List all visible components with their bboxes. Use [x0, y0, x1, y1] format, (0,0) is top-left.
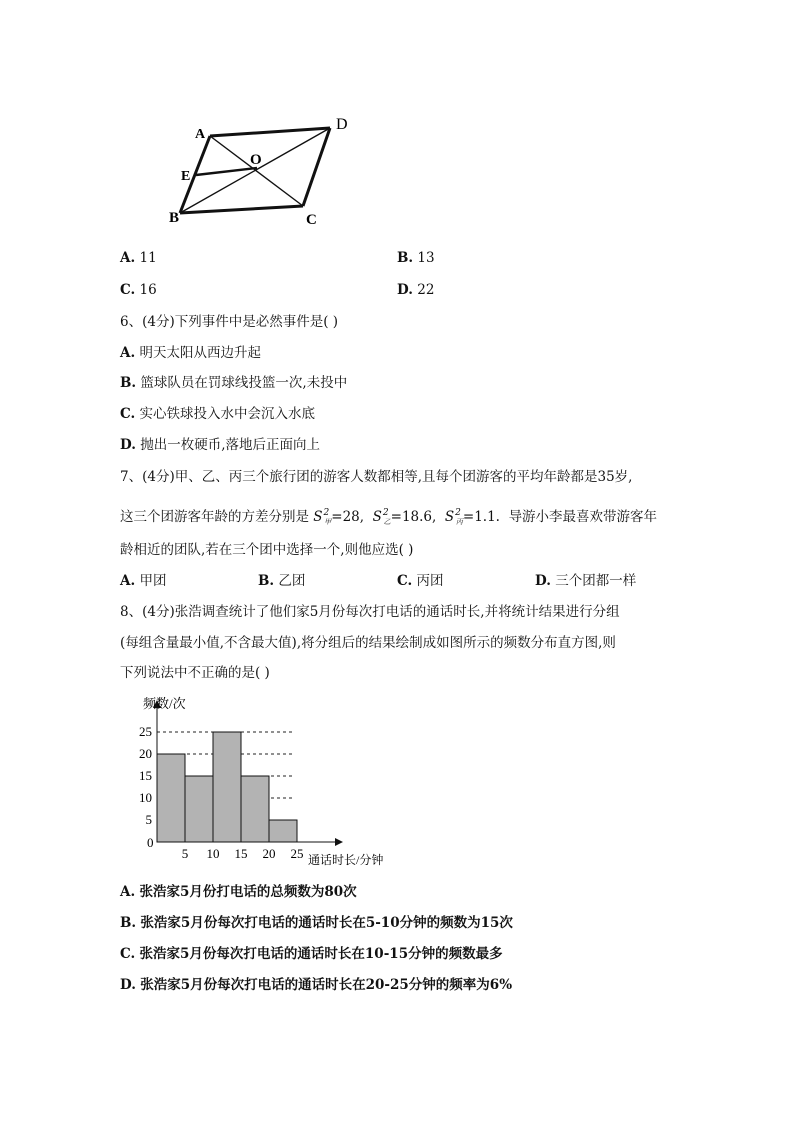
- bar-5-10: [185, 776, 213, 842]
- q7-option-c[interactable]: C. 丙团: [397, 573, 444, 589]
- variance-jia: $S^2_甲$: [313, 508, 332, 526]
- y-tick-15: 15: [139, 768, 152, 783]
- label-O: O: [250, 152, 262, 168]
- x-tick-10: 10: [206, 846, 220, 861]
- q6-option-d[interactable]: D. 抛出一枚硬币,落地后正面向上: [120, 437, 321, 453]
- variance-bing: $S^2_丙$: [444, 508, 463, 526]
- q5-option-b[interactable]: B. 13: [397, 250, 435, 266]
- x-tick-25: 25: [290, 846, 304, 861]
- y-tick-20: 20: [139, 746, 152, 761]
- y-tick-10: 10: [139, 790, 152, 805]
- q8-stem-line2: (每组含量最小值,不含最大值),将分组后的结果绘制成如图所示的频数分布直方图,则: [120, 635, 616, 651]
- label-D: D: [336, 116, 348, 133]
- q8-option-d[interactable]: D. 张浩家5月份每次打电话的通话时长在20-25分钟的频率为6%: [120, 977, 513, 993]
- bar-10-15: [213, 732, 241, 842]
- q6-option-c[interactable]: C. 实心铁球投入水中会沉入水底: [120, 406, 316, 422]
- x-axis-label: 通话时长/分钟: [308, 853, 384, 867]
- q7-stem-line3: 龄相近的团队,若在三个团中选择一个,则他应选( ): [120, 542, 414, 558]
- origin-label: 0: [147, 835, 154, 850]
- q5-option-c[interactable]: C. 16: [120, 282, 157, 298]
- frequency-histogram: [110, 690, 410, 870]
- q8-option-b[interactable]: B. 张浩家5月份每次打电话的通话时长在5-10分钟的频数为15次: [120, 915, 513, 931]
- y-axis-label: 频数/次: [143, 696, 186, 711]
- bar-0-5: [157, 754, 185, 842]
- label-E: E: [181, 169, 191, 184]
- label-A: A: [195, 127, 206, 142]
- q6-option-a[interactable]: A. 明天太阳从西边升起: [120, 345, 261, 361]
- x-axis-arrow: [335, 838, 343, 846]
- q8-option-a[interactable]: A. 张浩家5月份打电话的总频数为80次: [120, 884, 357, 900]
- x-tick-5: 5: [181, 846, 189, 861]
- q5-option-d[interactable]: D. 22: [397, 282, 435, 298]
- q7-stem-line1: 7、(4分)甲、乙、丙三个旅行团的游客人数都相等,且每个团游客的平均年龄都是35岁,: [120, 469, 633, 485]
- q7-option-d[interactable]: D. 三个团都一样: [535, 573, 637, 589]
- q8-stem-line3: 下列说法中不正确的是( ): [120, 665, 270, 681]
- x-tick-20: 20: [262, 846, 276, 861]
- label-B: B: [169, 210, 180, 226]
- parallelogram-figure: [160, 108, 370, 233]
- q7-option-b[interactable]: B. 乙团: [258, 573, 306, 589]
- bar-20-25: [269, 820, 297, 842]
- bar-15-20: [241, 776, 269, 842]
- q8-stem-line1: 8、(4分)张浩调查统计了他们家5月份每次打电话的通话时长,并将统计结果进行分组: [120, 604, 620, 620]
- q6-option-b[interactable]: B. 篮球队员在罚球线投篮一次,未投中: [120, 375, 348, 391]
- q6-stem: 6、(4分)下列事件中是必然事件是( ): [120, 314, 339, 330]
- x-tick-15: 15: [234, 846, 248, 861]
- label-C: C: [306, 212, 317, 228]
- variance-yi: $S^2_乙$: [372, 508, 391, 526]
- y-tick-25: 25: [139, 724, 152, 739]
- q7-stem-line2: 这三个团游客年龄的方差分别是 $S^2_甲=28$, $S^2_乙=18.6$, $S^2_丙=1.1$. 导游小李最喜欢带游客年: [120, 508, 658, 526]
- q8-option-c[interactable]: C. 张浩家5月份每次打电话的通话时长在10-15分钟的频数最多: [120, 946, 503, 962]
- q7-option-a[interactable]: A. 甲团: [120, 573, 167, 589]
- q5-option-a[interactable]: A. 11: [120, 250, 157, 266]
- y-tick-5: 5: [145, 812, 152, 827]
